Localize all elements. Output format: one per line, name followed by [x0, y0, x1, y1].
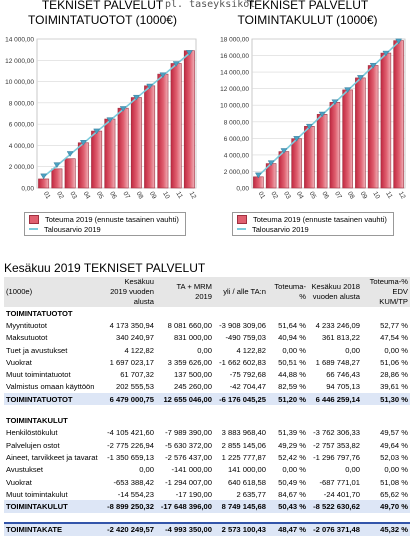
- cell-value: 0,00 %: [282, 465, 306, 475]
- cell-value: [268, 414, 308, 426]
- revenue-chart-title-line2: TOIMINTATUOTOT (1000€): [28, 13, 177, 27]
- cell-value: 141 000,00: [227, 465, 266, 475]
- report-total-row: [4, 500, 410, 513]
- row-label: Maksutuotot: [6, 333, 48, 343]
- cell-value: -3 762 306,33: [313, 428, 360, 438]
- report-row: [4, 368, 410, 380]
- y-tick-label: 14 000,00: [5, 36, 34, 44]
- x-tick-label: 08: [345, 190, 356, 201]
- cell-value: 44,88 %: [278, 370, 306, 380]
- x-tick-label: 04: [81, 190, 92, 201]
- report-row: [4, 476, 410, 488]
- cell-value: 49,70 %: [362, 500, 410, 513]
- cell-value: [156, 513, 214, 523]
- y-tick-label: 12 000,00: [5, 57, 34, 65]
- actual-legend-swatch: [29, 215, 39, 224]
- row-label: TOIMINTATUOTOT: [4, 393, 104, 406]
- cell-value: -17 190,00: [175, 489, 212, 499]
- cell-value: [156, 414, 214, 426]
- actual-legend-label: Toteuma 2019 (ennuste tasainen vauhti): [253, 214, 387, 224]
- report-row: [4, 406, 410, 415]
- y-tick-label: 4 000,00: [223, 152, 249, 160]
- expense-chart-title-line2: TOIMINTAKULUT (1000€): [237, 13, 378, 27]
- cell-value: 2 573 100,43: [214, 523, 268, 536]
- report-title: Kesäkuu 2019 TEKNISET PALVELUT: [4, 261, 206, 275]
- cell-value: -490 759,03: [225, 333, 266, 343]
- cell-value: [214, 414, 268, 426]
- y-tick-label: 6 000,00: [8, 121, 34, 129]
- cell-value: 640 618,58: [227, 477, 266, 487]
- cell-value: -141 000,00: [171, 465, 212, 475]
- actual-bar: [253, 177, 263, 188]
- cell-value: -75 792,68: [229, 370, 266, 380]
- cell-value: [308, 406, 362, 415]
- cell-value: [156, 406, 214, 415]
- row-label: Palvelujen ostot: [6, 440, 60, 450]
- cell-value: 50,49 %: [278, 477, 306, 487]
- cell-value: -8 899 250,32: [104, 500, 156, 513]
- actual-bar: [317, 114, 327, 188]
- actual-bar: [381, 53, 391, 188]
- cell-value: 4 122,82: [124, 345, 154, 355]
- actual-bar: [91, 131, 101, 188]
- cell-value: Kesäkuu 2019 vuoden alusta: [104, 277, 156, 307]
- x-tick-label: 04: [294, 190, 305, 201]
- x-tick-label: 11: [174, 190, 184, 200]
- y-tick-label: 2 000,00: [8, 164, 34, 172]
- report-row: [4, 332, 410, 344]
- y-tick-label: 8 000,00: [8, 100, 34, 108]
- cell-value: 3 883 968,40: [221, 428, 266, 438]
- cell-value: 4 173 350,94: [109, 320, 154, 330]
- cell-value: [104, 513, 156, 523]
- x-tick-label: 07: [121, 190, 132, 201]
- cell-value: [214, 406, 268, 415]
- cell-value: 0,00 %: [384, 345, 408, 355]
- revenue-chart-legend: [24, 212, 186, 236]
- cell-value: 94 705,13: [326, 382, 360, 392]
- report-total-row: [4, 393, 410, 406]
- cell-value: -2 775 226,94: [107, 440, 154, 450]
- x-tick-label: 02: [269, 190, 280, 201]
- cell-value: 51,06 %: [380, 357, 408, 367]
- cell-value: 245 260,00: [173, 382, 212, 392]
- cell-value: 61 707,32: [120, 370, 154, 380]
- cell-value: -1 662 602,83: [219, 357, 266, 367]
- cell-value: 51,08 %: [380, 477, 408, 487]
- budget-legend-swatch: [237, 228, 246, 230]
- expense-chart: [205, 0, 410, 260]
- actual-bar: [105, 119, 115, 188]
- cell-value: 65,62 %: [380, 489, 408, 499]
- report-total-row: [4, 523, 410, 536]
- x-tick-label: 06: [320, 190, 331, 201]
- cell-value: 84,67 %: [278, 489, 306, 499]
- cell-value: -14 554,23: [117, 489, 154, 499]
- cell-value: 6 446 259,14: [308, 393, 362, 406]
- cell-value: 47,54 %: [380, 333, 408, 343]
- cell-value: -6 176 045,25: [214, 393, 268, 406]
- cell-value: 202 555,53: [115, 382, 154, 392]
- row-label: Vuokrat: [6, 357, 32, 367]
- actual-bar: [184, 51, 194, 188]
- cell-value: -2 757 353,82: [313, 440, 360, 450]
- cell-value: [362, 414, 410, 426]
- report-header-row: [4, 277, 410, 307]
- row-label: Henkilöstökulut: [6, 428, 58, 438]
- row-label: TOIMINTAKATE: [4, 523, 104, 536]
- cell-value: 6 479 000,75: [104, 393, 156, 406]
- x-tick-label: 03: [282, 190, 292, 201]
- cell-value: -1 294 007,00: [165, 477, 212, 487]
- cell-value: 0,00: [345, 345, 360, 355]
- budget-legend-label: Talousarvio 2019: [252, 224, 309, 234]
- cell-value: [362, 513, 410, 523]
- row-label: TOIMINTAKULUT: [4, 500, 104, 513]
- cell-value: 49,64 %: [380, 440, 408, 450]
- cell-value: [104, 406, 156, 415]
- revenue-chart: [0, 0, 205, 260]
- y-tick-label: 6 000,00: [223, 135, 249, 143]
- cell-value: 51,39 %: [278, 428, 306, 438]
- cell-value: 0,00: [345, 465, 360, 475]
- row-label: TOIMINTATUOTOT: [6, 308, 73, 318]
- cell-value: 8 749 145,68: [214, 500, 268, 513]
- y-tick-label: 10 000,00: [5, 79, 34, 87]
- cell-value: 1 697 023,17: [109, 357, 154, 367]
- cell-value: 50,51 %: [278, 357, 306, 367]
- x-tick-label: 09: [147, 190, 158, 201]
- actual-bar: [304, 126, 314, 188]
- cell-value: Kesäkuu 2018 vuoden alusta: [308, 277, 362, 307]
- cell-value: 82,59 %: [278, 382, 306, 392]
- x-tick-label: 07: [333, 190, 343, 201]
- y-tick-label: 8 000,00: [223, 119, 249, 127]
- x-tick-label: 01: [256, 190, 267, 201]
- cell-value: 40,94 %: [278, 333, 306, 343]
- cell-value: -8 522 630,62: [308, 500, 362, 513]
- actual-bar: [171, 63, 181, 188]
- cell-value: [156, 307, 214, 319]
- y-tick-label: 16 000,00: [220, 53, 249, 61]
- actual-bar: [343, 90, 353, 188]
- cell-value: 51,64 %: [278, 320, 306, 330]
- row-label: [4, 513, 104, 523]
- actual-bar: [52, 169, 62, 188]
- report-row: [4, 356, 410, 368]
- cell-value: [308, 513, 362, 523]
- y-tick-label: 2 000,00: [223, 168, 249, 176]
- budget-legend-label: Talousarvio 2019: [44, 224, 101, 234]
- report-table: [4, 277, 410, 536]
- cell-value: 52,77 %: [380, 320, 408, 330]
- cell-value: 52,42 %: [278, 452, 306, 462]
- cell-value: [214, 513, 268, 523]
- report-row: [4, 513, 410, 523]
- report-row: [4, 464, 410, 476]
- y-tick-label: 14 000,00: [220, 69, 249, 77]
- cell-value: -7 989 390,00: [165, 428, 212, 438]
- cell-value: 12 655 046,00: [156, 393, 214, 406]
- actual-bar: [65, 159, 75, 188]
- report-row: [4, 451, 410, 463]
- y-tick-label: 18 000,00: [220, 36, 249, 44]
- cell-value: TA + MRM 2019: [156, 277, 214, 307]
- cell-value: [268, 307, 308, 319]
- cell-value: 50,43 %: [268, 500, 308, 513]
- report-row: [4, 427, 410, 439]
- row-label: Muut toimintatuotot: [6, 370, 71, 380]
- revenue-chart-title-line1: TEKNISET PALVELUT: [41, 0, 164, 12]
- cell-value: [268, 513, 308, 523]
- actual-bar: [330, 102, 340, 188]
- cell-value: 49,57 %: [380, 428, 408, 438]
- cell-value: 0,00 %: [384, 465, 408, 475]
- x-tick-label: 11: [384, 190, 394, 200]
- cell-value: 0,00: [139, 465, 154, 475]
- report-row: [4, 439, 410, 451]
- report-row: [4, 344, 410, 356]
- actual-bar: [394, 41, 404, 188]
- actual-bar: [292, 139, 302, 188]
- cell-value: 48,47 %: [268, 523, 308, 536]
- cell-value: -17 648 396,00: [156, 500, 214, 513]
- cell-value: [308, 307, 362, 319]
- row-label: (1000e): [4, 277, 104, 307]
- cell-value: 51,30 %: [362, 393, 410, 406]
- cell-value: 66 746,43: [326, 370, 360, 380]
- cell-value: 39,61 %: [380, 382, 408, 392]
- cell-value: 51,20 %: [268, 393, 308, 406]
- x-tick-label: 12: [396, 190, 407, 201]
- cell-value: -4 105 421,60: [107, 428, 154, 438]
- cell-value: -1 296 797,76: [313, 452, 360, 462]
- actual-bar: [368, 65, 378, 188]
- cell-value: -24 401,70: [323, 489, 360, 499]
- cell-value: 4 233 246,09: [315, 320, 360, 330]
- cell-value: -3 908 309,06: [219, 320, 266, 330]
- x-tick-label: 10: [161, 190, 171, 201]
- actual-legend-label: Toteuma 2019 (ennuste tasainen vauhti): [45, 214, 179, 224]
- x-tick-label: 12: [187, 190, 198, 201]
- actual-bar: [355, 78, 365, 188]
- cell-value: 28,86 %: [380, 370, 408, 380]
- actual-bar: [38, 179, 48, 188]
- y-tick-label: 10 000,00: [220, 102, 249, 110]
- actual-bar: [118, 108, 128, 188]
- cell-value: -2 576 437,00: [165, 452, 212, 462]
- report-row: [4, 381, 410, 393]
- cell-value: [362, 406, 410, 415]
- actual-bar: [144, 86, 154, 188]
- row-label: Tuet ja avustukset: [6, 345, 68, 355]
- row-label: Muut toimintakulut: [6, 489, 68, 499]
- cell-value: 0,00 %: [282, 345, 306, 355]
- cell-value: -5 630 372,00: [165, 440, 212, 450]
- cell-value: -42 704,47: [229, 382, 266, 392]
- cell-value: Toteuma-% EDV KUM/TP: [362, 277, 410, 307]
- x-tick-label: 05: [307, 190, 318, 201]
- y-tick-label: 0,00: [236, 185, 249, 193]
- expense-chart-legend: [232, 212, 394, 236]
- y-tick-label: 12 000,00: [220, 86, 249, 94]
- cell-value: 1 689 748,27: [315, 357, 360, 367]
- report-row: [4, 319, 410, 331]
- x-tick-label: 02: [55, 190, 65, 201]
- x-tick-label: 08: [134, 190, 145, 201]
- cell-value: 8 081 660,00: [167, 320, 212, 330]
- cell-value: 137 500,00: [173, 370, 212, 380]
- cell-value: -4 993 350,00: [156, 523, 214, 536]
- cell-value: yli / alle TA:n: [214, 277, 268, 307]
- cell-value: -653 388,42: [113, 477, 154, 487]
- actual-bar: [279, 152, 289, 188]
- cell-value: 2 855 145,06: [221, 440, 266, 450]
- cell-value: 4 122,82: [236, 345, 266, 355]
- y-tick-label: 0,00: [21, 185, 34, 193]
- cell-value: 0,00: [197, 345, 212, 355]
- y-tick-label: 4 000,00: [8, 142, 34, 150]
- x-tick-label: 01: [41, 190, 52, 201]
- cell-value: -687 771,01: [319, 477, 360, 487]
- report-row: [4, 307, 410, 319]
- x-tick-label: 05: [94, 190, 105, 201]
- cell-value: [104, 414, 156, 426]
- cell-value: -1 350 659,13: [107, 452, 154, 462]
- cell-value: 340 240,97: [115, 333, 154, 343]
- row-label: TOIMINTAKULUT: [6, 416, 68, 426]
- row-label: Vuokrat: [6, 477, 32, 487]
- revenue-chart-title: [0, 0, 205, 28]
- actual-legend-swatch: [237, 215, 247, 224]
- budget-legend-swatch: [29, 228, 38, 230]
- top-label: pl. taseyksiköt: [165, 0, 256, 10]
- cell-value: 45,32 %: [362, 523, 410, 536]
- row-label: Aineet, tarvikkeet ja tavarat: [6, 452, 98, 462]
- cell-value: [308, 414, 362, 426]
- row-label: Avustukset: [6, 465, 44, 475]
- cell-value: [214, 307, 268, 319]
- x-tick-label: 03: [68, 190, 79, 201]
- actual-bar: [131, 98, 141, 188]
- cell-value: 1 225 777,87: [221, 452, 266, 462]
- row-label: [4, 406, 104, 415]
- cell-value: 49,29 %: [278, 440, 306, 450]
- cell-value: [104, 307, 156, 319]
- expense-chart-title-line1: TEKNISET PALVELUT: [246, 0, 369, 12]
- cell-value: 361 813,22: [321, 333, 360, 343]
- actual-bar: [78, 143, 88, 188]
- cell-value: [362, 307, 410, 319]
- report-row: [4, 488, 410, 500]
- cell-value: 831 000,00: [173, 333, 212, 343]
- x-tick-label: 06: [108, 190, 118, 201]
- cell-value: [268, 406, 308, 415]
- expense-chart-title: [205, 0, 410, 28]
- cell-value: -2 420 249,57: [104, 523, 156, 536]
- x-tick-label: 09: [358, 190, 369, 201]
- report-row: [4, 414, 410, 426]
- cell-value: 52,03 %: [380, 452, 408, 462]
- actual-bar: [158, 74, 168, 188]
- x-tick-label: 10: [371, 190, 382, 201]
- row-label: Valmistus omaan käyttöön: [6, 382, 95, 392]
- cell-value: -2 076 371,48: [308, 523, 362, 536]
- row-label: Myyntituotot: [6, 320, 47, 330]
- cell-value: 3 359 626,00: [167, 357, 212, 367]
- cell-value: Toteuma-%: [268, 277, 308, 307]
- cell-value: 2 635,77: [236, 489, 266, 499]
